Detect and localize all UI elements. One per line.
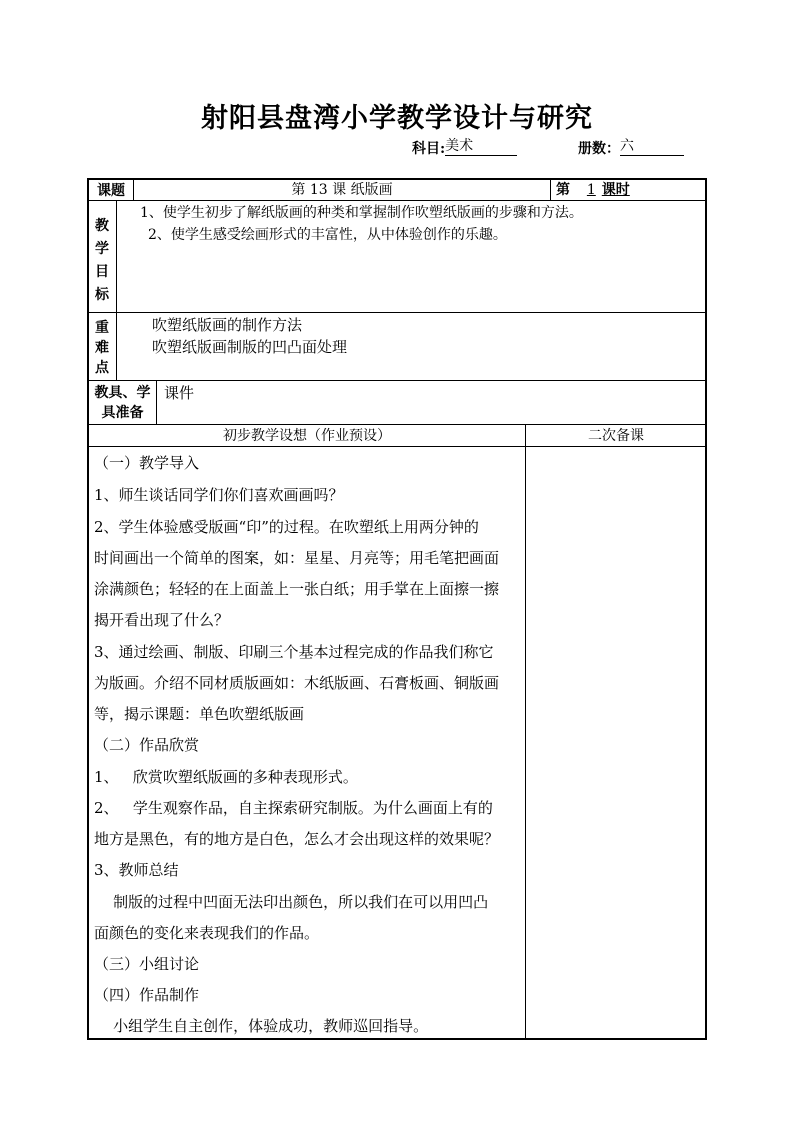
- row-divider: [88, 200, 706, 201]
- subject-field: [412, 138, 517, 158]
- plan-line: （二）作品欣赏: [94, 736, 200, 754]
- volume-field: [578, 138, 684, 158]
- plan-line: 2、学生体验感受版画“印”的过程。在吹塑纸上用两分钟的: [94, 518, 479, 536]
- goals-label: [92, 216, 112, 308]
- topic-label: 课题: [97, 183, 125, 199]
- plan-line: 1、师生谈话同学们你们喜欢画画吗？: [94, 486, 344, 504]
- row-divider: [88, 380, 706, 381]
- plan-line: 面颜色的变化来表现我们的作品。: [94, 924, 320, 942]
- col-divider: [116, 200, 117, 380]
- goals-label-char: 教: [95, 218, 109, 234]
- goal-item: 2、使学生感受绘画形式的丰富性，从中体验创作的乐趣。: [148, 227, 507, 243]
- plan-line: 2、 学生观察作品，自主探索研究制版。为什么画面上有的: [94, 799, 493, 817]
- key-points-label-char: 难: [95, 340, 109, 356]
- plan-right-header: 二次备课: [588, 428, 644, 444]
- topic-value: 第 13 课 纸版画: [291, 182, 393, 198]
- goals-label-char: 标: [95, 287, 109, 303]
- goals-label-char: 目: [95, 264, 109, 280]
- volume-label: 册数：: [578, 141, 620, 157]
- period-field: [556, 181, 630, 199]
- col-divider: [525, 424, 526, 1038]
- plan-line: 3、教师总结: [94, 861, 179, 879]
- page-title: 射阳县盘湾小学教学设计与研究: [201, 103, 593, 134]
- period-number: 1: [586, 182, 596, 198]
- row-divider: [88, 424, 706, 425]
- tools-label-line: 教具、学: [94, 385, 151, 401]
- tools-label: [89, 383, 156, 423]
- key-point-item: 吹塑纸版画的制作方法: [152, 316, 303, 334]
- period-suffix: 课时: [601, 182, 630, 198]
- col-divider: [156, 380, 157, 424]
- plan-line: 涂满颜色；轻轻的在上面盖上一张白纸；用手掌在上面擦一擦: [94, 580, 500, 598]
- plan-line: 地方是黑色，有的地方是白色，怎么才会出现这样的效果呢？: [94, 830, 500, 848]
- key-point-item: 吹塑纸版画制版的凹凸面处理: [152, 338, 348, 356]
- subject-value: 美术: [445, 138, 517, 156]
- key-points-label-char: 重: [95, 320, 109, 336]
- plan-line: 1、 欣赏吹塑纸版画的多种表现形式。: [94, 768, 358, 786]
- goals-label-char: 学: [95, 241, 109, 257]
- col-divider: [550, 180, 551, 200]
- plan-line: 为版画。介绍不同材质版画如：木纸版画、石膏板画、铜版画: [94, 674, 500, 692]
- plan-line: 3、通过绘画、制版、印刷三个基本过程完成的作品我们称它: [94, 643, 494, 661]
- tools-value: 课件: [164, 384, 195, 402]
- plan-line: 揭开看出现了什么？: [94, 611, 230, 629]
- tools-label-line: 具准备: [101, 405, 144, 421]
- plan-line: 等，揭示课题：单色吹塑纸版画: [94, 705, 305, 723]
- plan-line: （四）作品制作: [94, 986, 200, 1004]
- plan-line: （三）小组讨论: [94, 955, 200, 973]
- key-points-label: [92, 318, 112, 378]
- row-divider: [88, 446, 706, 447]
- plan-line: （一）教学导入: [94, 454, 200, 472]
- volume-value: 六: [620, 138, 684, 156]
- plan-line: 时间画出一个简单的图案，如：星星、月亮等；用毛笔把画面: [94, 549, 500, 567]
- goal-item: 1、使学生初步了解纸版画的种类和掌握制作吹塑纸版画的步骤和方法。: [140, 205, 583, 221]
- key-points-label-char: 点: [95, 360, 109, 376]
- period-prefix: 第: [556, 182, 570, 198]
- plan-line: 制版的过程中凹面无法印出颜色，所以我们在可以用凹凸: [94, 893, 489, 911]
- plan-line: 小组学生自主创作，体验成功，教师巡回指导。: [94, 1017, 429, 1035]
- subject-label: 科目:: [412, 141, 446, 157]
- row-divider: [88, 312, 706, 313]
- plan-left-header: 初步教学设想（作业预设）: [223, 428, 391, 444]
